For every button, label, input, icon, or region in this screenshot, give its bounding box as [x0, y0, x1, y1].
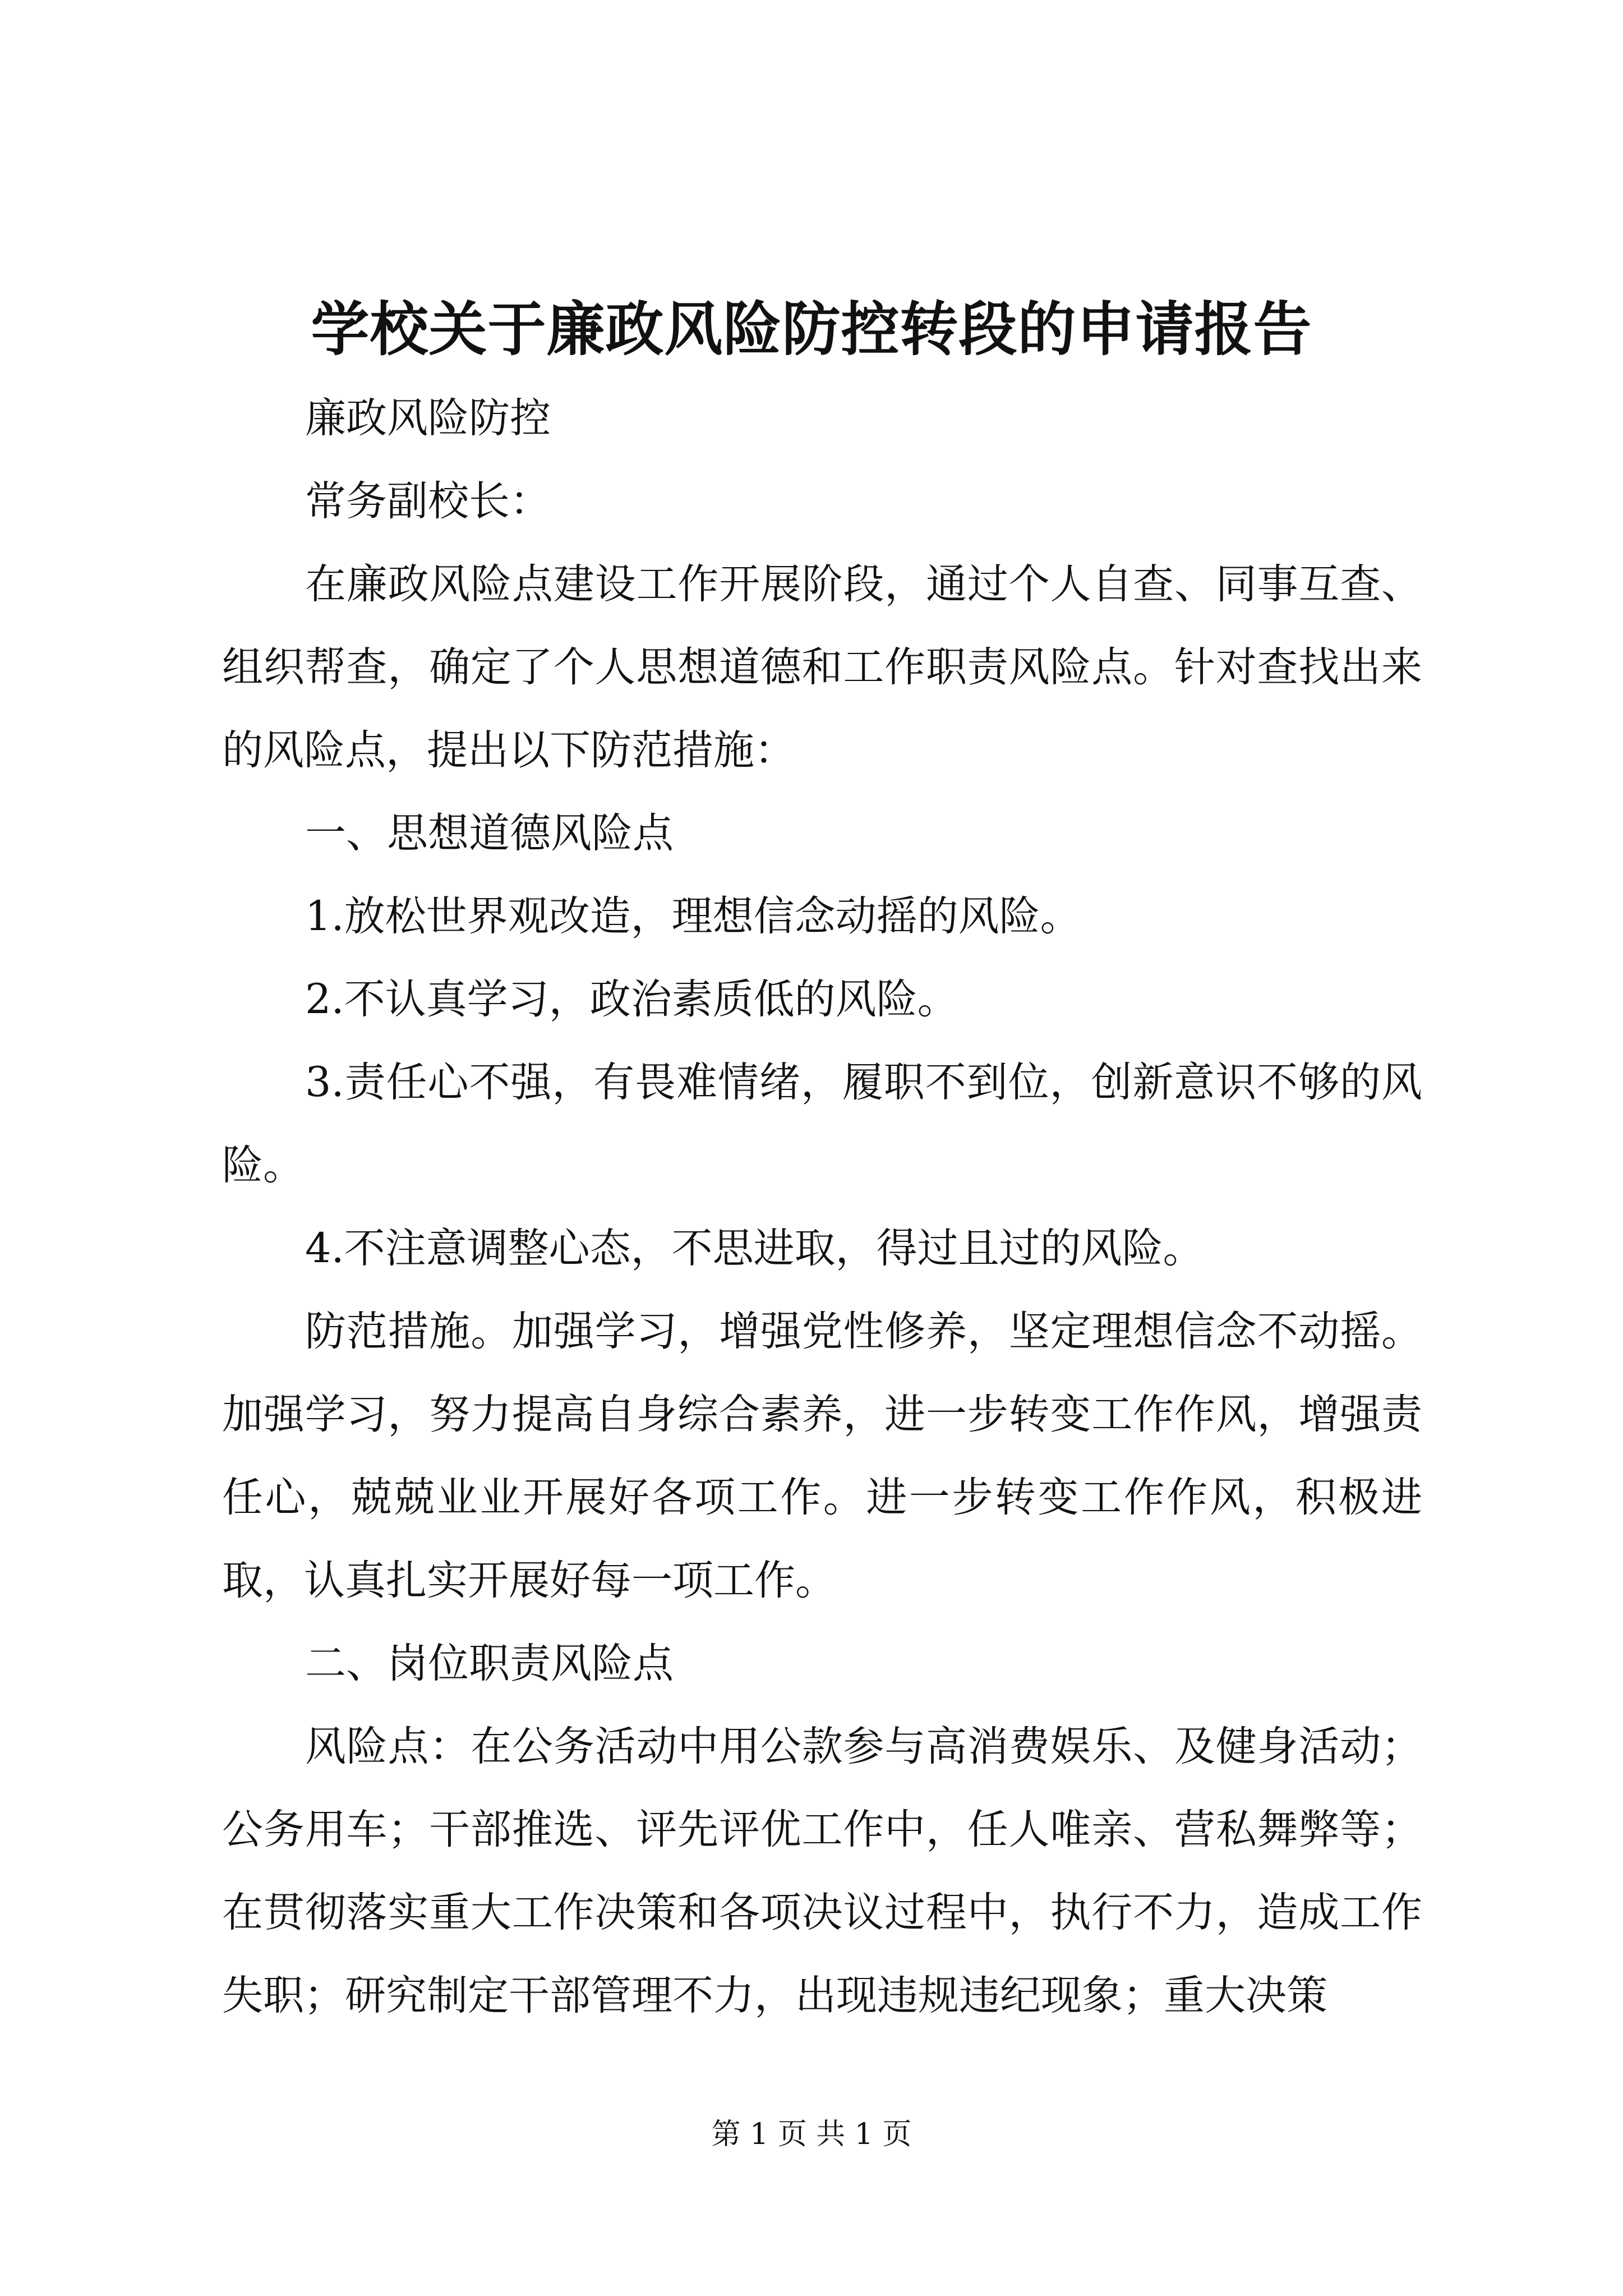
heading-section-2: 二、岗位职责风险点	[305, 1640, 674, 1687]
paragraph-risk-points: 风险点：在公务活动中用公款参与高消费娱乐、及健身活动；公务用车；干部推选、评先评优工作中，任人唯亲、营私舞弊等；在贯彻落实重大工作决策和各项决议过程中，执行不力，造成工作失职；研究制定干部管理不力，出现违规违纪现象；重大决策	[222, 1723, 1422, 2019]
list-item-2: 2.不认真学习，政治素质低的风险。	[305, 976, 958, 1023]
paragraph-measures: 防范措施。加强学习，增强党性修养，坚定理想信念不动摇。加强学习，努力提高自身综合素养，进一步转变工作作风，增强责任心，兢兢业业开展好各项工作。进一步转变工作作风，积极进取，认真扎实开展好每一项工作。	[222, 1308, 1422, 1604]
list-item-4: 4.不注意调整心态，不思进取，得过且过的风险。	[305, 1225, 1204, 1272]
heading-section-1: 一、思想道德风险点	[305, 809, 674, 857]
paragraph-intro: 在廉政风险点建设工作开展阶段，通过个人自查、同事互查、组织帮查，确定了个人思想道德和工作职责风险点。针对查找出来的风险点，提出以下防范措施：	[222, 560, 1422, 774]
document-body	[222, 377, 1422, 2037]
document-title: 学校关于廉政风险防控转段的申请报告	[311, 295, 1312, 364]
paragraph-salutation: 常务副校长：	[305, 477, 551, 525]
list-item-1: 1.放松世界观改造，理想信念动摇的风险。	[305, 892, 1081, 940]
list-item-3: 3.责任心不强，有畏难情绪，履职不到位，创新意识不够的风险。	[222, 1059, 1422, 1189]
paragraph-subject: 廉政风险防控	[305, 394, 551, 442]
page-footer: 第 1 页 共 1 页	[711, 2118, 912, 2151]
